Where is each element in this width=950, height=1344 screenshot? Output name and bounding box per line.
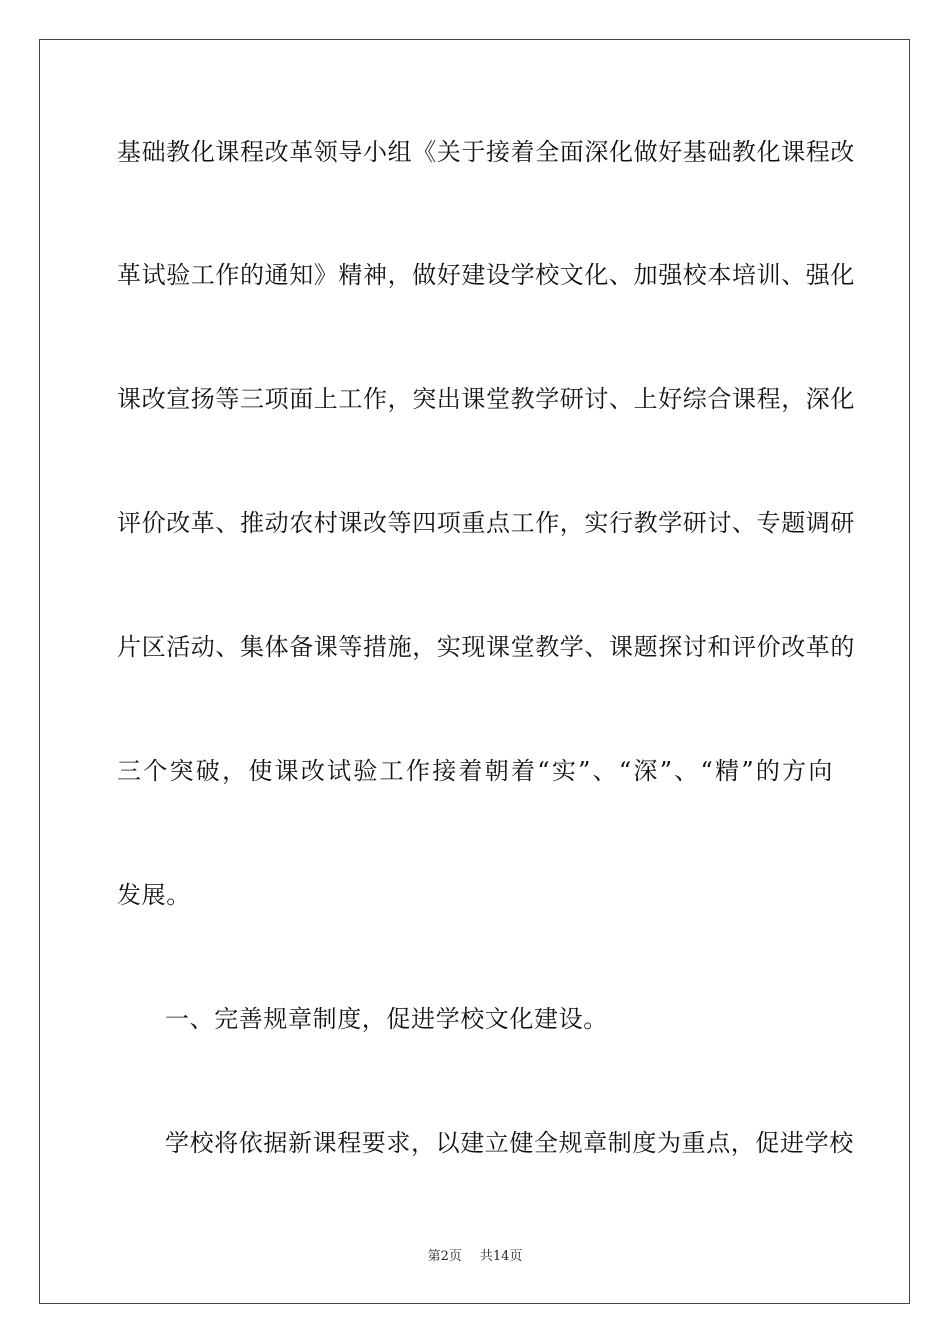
body-text-line: 课改宣扬等三项面上工作，突出课堂教学研讨、上好综合课程，深化 xyxy=(117,385,855,413)
page-total: 共14页 xyxy=(479,1249,523,1264)
body-text-line: 评价改革、推动农村课改等四项重点工作，实行教学研讨、专题调研 xyxy=(117,509,855,537)
page-footer xyxy=(0,1248,950,1266)
body-text-line: 革试验工作的通知》精神，做好建设学校文化、加强校本培训、强化 xyxy=(117,261,855,289)
section-heading: 一、完善规章制度，促进学校文化建设。 xyxy=(165,1005,608,1033)
body-text-line: 片区活动、集体备课等措施，实现课堂教学、课题探讨和评价改革的 xyxy=(117,633,855,661)
body-text-line: 发展。 xyxy=(117,881,191,909)
body-text-line: 三个突破，使课改试验工作接着朝着“实”、“深”、“精”的方向 xyxy=(117,757,833,785)
body-text-line: 学校将依据新课程要求，以建立健全规章制度为重点，促进学校 xyxy=(165,1129,854,1157)
page-number: 第2页 xyxy=(427,1249,462,1264)
body-text-line: 基础教化课程改革领导小组《关于接着全面深化做好基础教化课程改 xyxy=(117,138,855,166)
page-border xyxy=(39,39,910,1304)
